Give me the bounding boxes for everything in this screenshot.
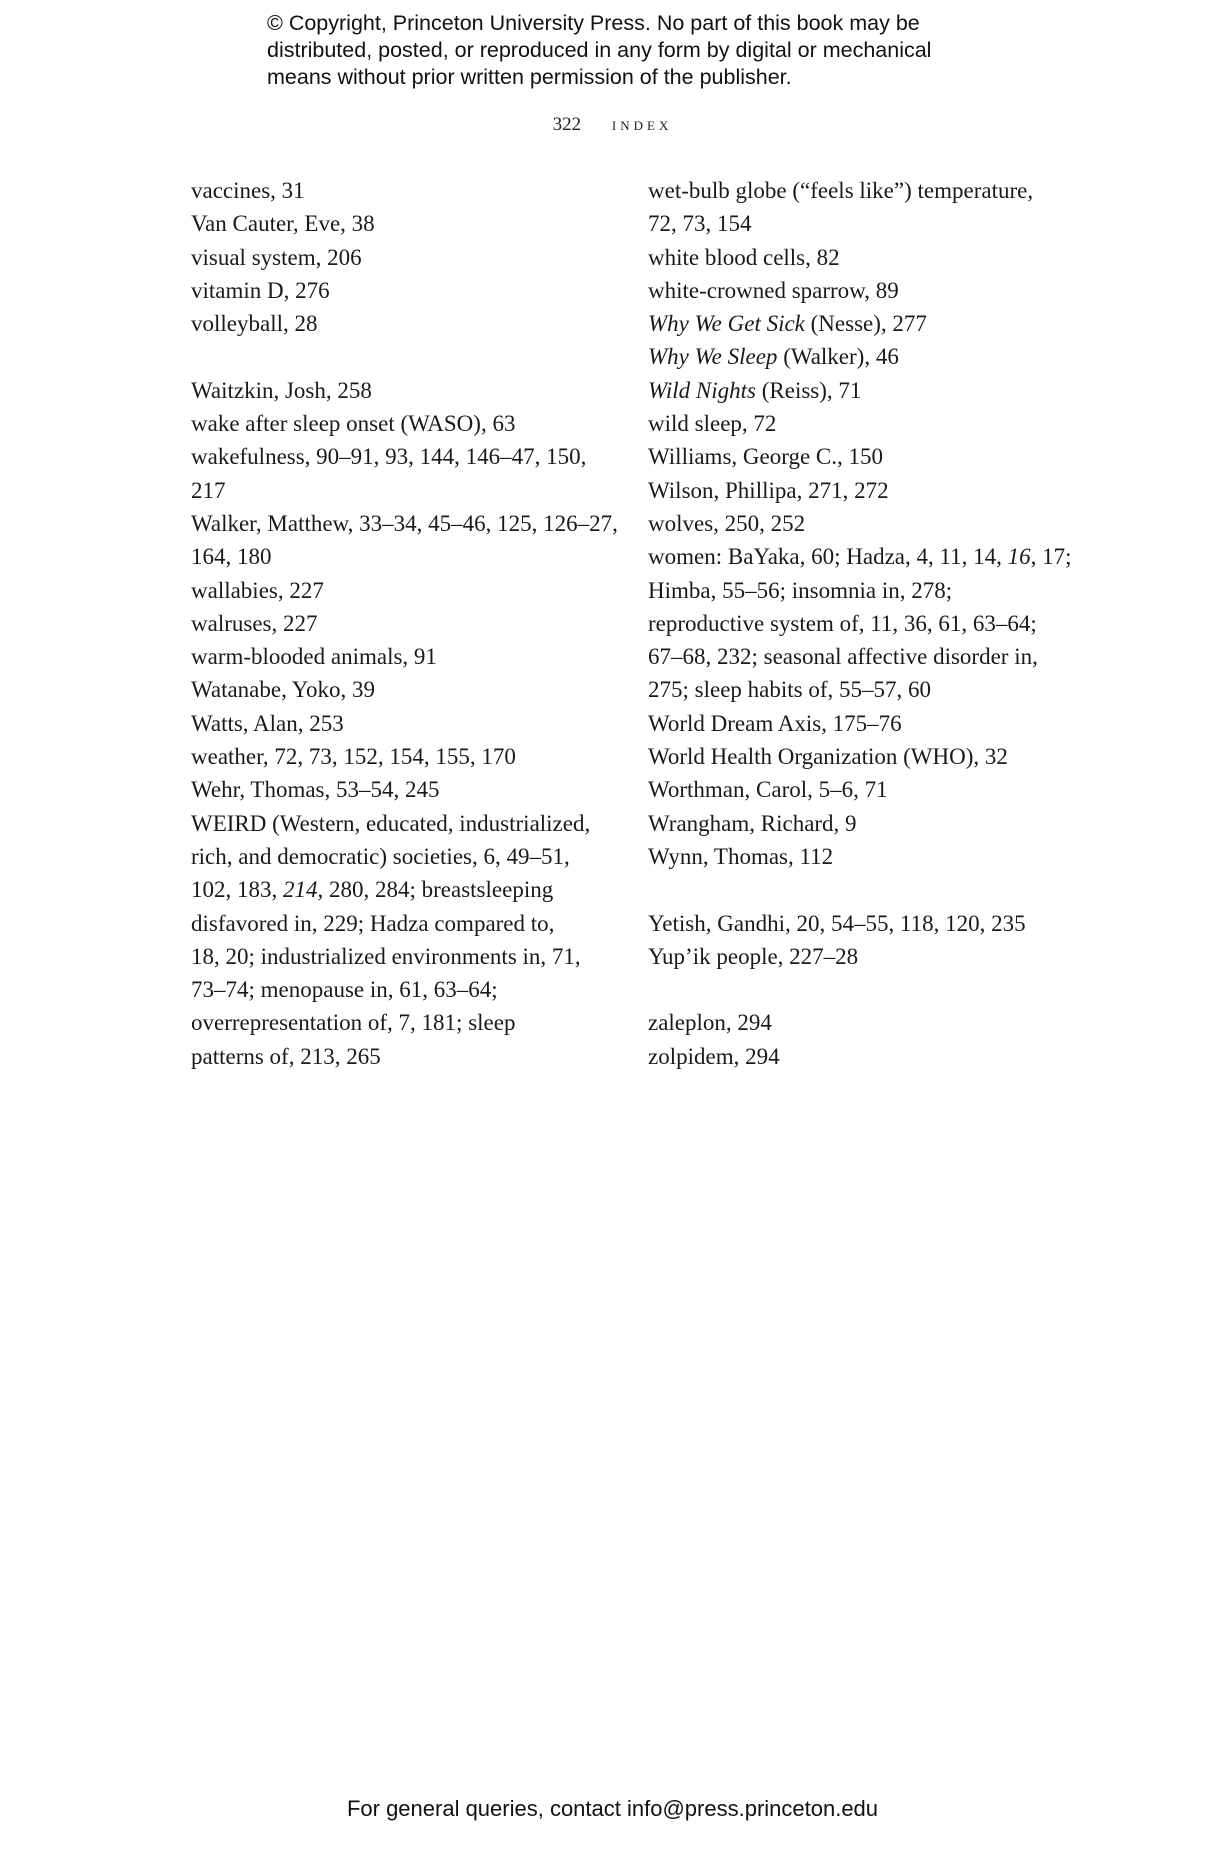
index-entry: white-crowned sparrow, 89 bbox=[648, 277, 899, 303]
index-entry bbox=[648, 174, 1088, 241]
index-entry: Yup’ik people, 227–28 bbox=[648, 943, 859, 969]
entry-line: 164, 180 bbox=[191, 544, 272, 570]
index-entry-book-title bbox=[648, 340, 1088, 373]
index-entry: zaleplon, 294 bbox=[648, 1010, 772, 1036]
section-title: index bbox=[611, 114, 673, 135]
book-title: Why We Get Sick bbox=[648, 311, 805, 337]
index-entry: weather, 72, 73, 152, 154, 155, 170 bbox=[191, 744, 516, 770]
index-entry: Van Cauter, Eve, 38 bbox=[191, 211, 375, 237]
running-head bbox=[0, 114, 1225, 136]
illustration-page-ref: 16 bbox=[1007, 544, 1031, 570]
letter-group-gap bbox=[191, 340, 611, 373]
index-entry: wolves, 250, 252 bbox=[648, 510, 806, 536]
entry-line: 67–68, 232; seasonal affective disorder in, bbox=[648, 644, 1038, 670]
index-entry: Waitzkin, Josh, 258 bbox=[191, 377, 372, 403]
index-entry bbox=[191, 507, 618, 574]
copyright-line: distributed, posted, or reproduced in any form by digital or mechanical bbox=[267, 38, 932, 62]
entry-line bbox=[191, 873, 611, 906]
index-entry-book-title bbox=[648, 307, 1088, 340]
entry-text: (Walker), 46 bbox=[777, 344, 899, 370]
entry-line: 275; sleep habits of, 55–57, 60 bbox=[648, 677, 931, 703]
index-entry: World Health Organization (WHO), 32 bbox=[648, 744, 1008, 770]
index-entry: white blood cells, 82 bbox=[648, 244, 840, 270]
index-entry: Watts, Alan, 253 bbox=[191, 710, 344, 736]
index-entry: Yetish, Gandhi, 20, 54–55, 118, 120, 235 bbox=[648, 910, 1026, 936]
entry-line: 72, 73, 154 bbox=[648, 211, 752, 237]
entry-line: wet-bulb globe (“feels like”) temperature, bbox=[648, 178, 1034, 203]
index-entry-book-title bbox=[648, 374, 1088, 407]
index-entry: wake after sleep onset (WASO), 63 bbox=[191, 411, 516, 437]
index-entry: Worthman, Carol, 5–6, 71 bbox=[648, 777, 888, 803]
index-entry-weird bbox=[191, 807, 611, 1073]
entry-line: 73–74; menopause in, 61, 63–64; bbox=[191, 977, 498, 1003]
entry-line: wakefulness, 90–91, 93, 144, 146–47, 150, bbox=[191, 444, 587, 470]
index-entry-women bbox=[648, 540, 1088, 706]
index-entry: wallabies, 227 bbox=[191, 577, 324, 603]
index-entry: vaccines, 31 bbox=[191, 178, 305, 203]
entry-text: (Reiss), 71 bbox=[756, 377, 862, 403]
entry-text: (Nesse), 277 bbox=[804, 311, 927, 337]
entry-line: WEIRD (Western, educated, industrialized, bbox=[191, 810, 591, 836]
entry-line: 18, 20; industrialized environments in, 71, bbox=[191, 943, 581, 969]
book-title: Wild Nights bbox=[648, 377, 756, 403]
letter-group-gap bbox=[648, 973, 1088, 1006]
entry-text: 102, 183, bbox=[191, 877, 283, 903]
entry-text: , 280, 284; breastsleeping bbox=[317, 877, 554, 903]
illustration-page-ref: 214 bbox=[283, 877, 318, 903]
index-entry: visual system, 206 bbox=[191, 244, 362, 270]
copyright-line: © Copyright, Princeton University Press. No part of this book may be bbox=[267, 11, 920, 35]
copyright-notice bbox=[267, 10, 1027, 91]
entry-line: 217 bbox=[191, 477, 226, 503]
entry-line: Walker, Matthew, 33–34, 45–46, 125, 126–27, bbox=[191, 510, 618, 536]
entry-line: disfavored in, 229; Hadza compared to, bbox=[191, 910, 555, 936]
index-entry: walruses, 227 bbox=[191, 610, 318, 636]
entry-text: , 17; bbox=[1030, 544, 1072, 570]
index-entry: vitamin D, 276 bbox=[191, 277, 330, 303]
index-column-left bbox=[191, 174, 618, 1073]
footer-contact: For general queries, contact info@press.princeton.edu bbox=[346, 1796, 879, 1821]
entry-line: Himba, 55–56; insomnia in, 278; bbox=[648, 577, 953, 603]
entry-text: women: BaYaka, 60; Hadza, 4, 11, 14, bbox=[648, 544, 1008, 570]
entry-line bbox=[648, 540, 1088, 573]
index-column-right bbox=[648, 174, 1088, 1073]
index-entry: zolpidem, 294 bbox=[648, 1043, 780, 1069]
letter-group-gap bbox=[648, 873, 1088, 906]
index-entry: warm-blooded animals, 91 bbox=[191, 644, 437, 670]
index-entry: Williams, George C., 150 bbox=[648, 444, 884, 470]
entry-line: reproductive system of, 11, 36, 61, 63–64; bbox=[648, 610, 1037, 636]
index-entry bbox=[191, 440, 611, 507]
page-number: 322 bbox=[552, 114, 582, 135]
entry-line: patterns of, 213, 265 bbox=[191, 1043, 381, 1069]
index-entry: Wilson, Phillipa, 271, 272 bbox=[648, 477, 889, 503]
index-entry: wild sleep, 72 bbox=[648, 411, 777, 437]
index-entry: Wrangham, Richard, 9 bbox=[648, 810, 857, 836]
index-entry: Wehr, Thomas, 53–54, 245 bbox=[191, 777, 440, 803]
index-entry: Wynn, Thomas, 112 bbox=[648, 843, 834, 869]
copyright-line: means without prior written permission of the publisher. bbox=[267, 65, 792, 89]
index-entry: Watanabe, Yoko, 39 bbox=[191, 677, 376, 703]
entry-line: rich, and democratic) societies, 6, 49–51, bbox=[191, 843, 570, 869]
entry-line: overrepresentation of, 7, 181; sleep bbox=[191, 1010, 516, 1036]
index-entry: volleyball, 28 bbox=[191, 311, 318, 337]
index-entry: World Dream Axis, 175–76 bbox=[648, 710, 902, 736]
book-title: Why We Sleep bbox=[648, 344, 778, 370]
